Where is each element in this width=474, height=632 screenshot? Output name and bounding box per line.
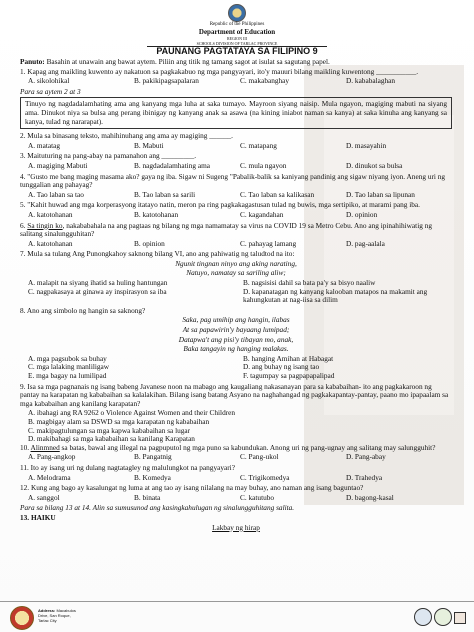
option: A. ibahagi ang RA 9262 o Violence Against Women and their Children xyxy=(28,408,236,418)
option: D. pag-aalala xyxy=(346,238,385,248)
address-line: Drive, San Roque, xyxy=(38,613,71,618)
instructions-label: Panuto: xyxy=(20,57,45,66)
option: F. tagumpay sa pagpapapalipad xyxy=(243,371,335,380)
question-4: 4. "Gusto me bang maging masama ako? gaya ng iba. Sigaw ni Sugeng "Pabalik-balik sa kaniyang pandinig ang sigaw niyang iyon. Aneng uri ng tunggalian ang pahayag? xyxy=(20,171,446,190)
option: A. Pang-angkop xyxy=(28,452,76,462)
question-7-options xyxy=(20,279,452,305)
option: B. nagdadalamhating ama xyxy=(134,160,210,170)
option: C. mula ngayon xyxy=(240,160,287,170)
option: A. katotohanan xyxy=(28,238,73,248)
option: B. pakikipagsapalaran xyxy=(134,76,199,86)
region-text: REGION III xyxy=(226,36,248,41)
question-7: 7. Mula sa tulang Ang Punongkahoy saknong bilang VI, ano ang pahiwatig ng taludtod na ito: xyxy=(20,249,295,259)
option: D. opinion xyxy=(346,209,378,219)
question-6-text-b: , nakababahala na ang pagtaas ng bilang ng mga namamatay sa virus na COVID 19 sa Metro Cebu. Ano ang ipinahihiwatig ng salitang sinalungguhitan? xyxy=(20,220,432,239)
option: C. katutubo xyxy=(240,492,275,502)
option: D. kababalaghan xyxy=(346,76,396,86)
option: B. katotohanan xyxy=(134,209,179,219)
division-text: SCHOOLS DIVISION OF TARLAC PROVINCE xyxy=(147,41,327,47)
certification-badge-icon xyxy=(414,608,432,626)
option: A. malapit na siyang ihatid sa huling hantungan xyxy=(28,278,168,288)
question-12: 12. Kung ang bago ay kasalungat ng luma at ang tao ay isang nilalang na may buhay, ano naman ang isang baguntao? xyxy=(20,483,364,493)
option: A. sanggol xyxy=(28,492,60,502)
option: D. kapanatagan ng kanyang kalooban matapos na makamit ang kahungkutan at nag-iisa sa dilim xyxy=(243,286,428,305)
option: B. hanging Amihan at Habagat xyxy=(243,353,334,363)
option: C. Tao laban sa kalikasan xyxy=(240,189,315,199)
note-items-2-3: Para sa aytem 2 at 3 xyxy=(20,86,81,96)
question-8-options xyxy=(20,355,452,381)
department-text: Department of Education xyxy=(198,28,276,36)
question-10 xyxy=(20,444,452,453)
option: D. masayahin xyxy=(346,140,387,150)
poem-line: Baka tangayin ng hanging malakas. xyxy=(183,344,289,354)
option: A. sikolohikal xyxy=(28,76,70,86)
option: C. mga lalaking manliligaw xyxy=(28,362,110,372)
poem-line: Saka, pag umihip ang hangin, ilabas xyxy=(182,315,290,325)
option: C. makipagtulungan sa mga kapwa kababaihan sa lugar xyxy=(28,425,191,435)
question-3-options xyxy=(20,162,452,171)
address-line: Tarlac City xyxy=(38,618,57,623)
address-line: Macabulos xyxy=(56,608,76,613)
address-label: Address: xyxy=(38,608,56,613)
option: D. Pang-abay xyxy=(346,452,386,462)
question-1: 1. Kapag ang maikling kuwento ay nakatuon sa pagkakabuo ng mga pangyayari, ito'y mauuri bilang maikling kuwentong ___________. xyxy=(20,66,419,76)
question-6-options xyxy=(20,240,452,249)
question-4-options xyxy=(20,191,452,200)
footer-address xyxy=(38,608,76,623)
question-5-options xyxy=(20,211,452,220)
question-6 xyxy=(20,222,452,239)
poem-line: Natuyo, namatay sa sariling aliw; xyxy=(186,268,286,278)
question-2-options xyxy=(20,142,452,151)
option: C. kagandahan xyxy=(240,209,284,219)
option: A. magiging Mabuti xyxy=(28,160,88,170)
certification-badge-icon xyxy=(454,612,466,624)
question-5: 5. "Kahit huwad ang mga korperasyong itatayo natin, meron pa ring pagkakagastusan tulad ng buwis, mga sertipiko, at marami pang iba. xyxy=(20,200,420,210)
option: E. mga bagay na lumilipad xyxy=(28,371,107,380)
option: A. katotohanan xyxy=(28,209,73,219)
option: D. makibahagi sa mga kababaihan sa kanilang Karapatan xyxy=(28,434,195,444)
letterhead xyxy=(0,4,474,47)
option: B. binata xyxy=(134,492,161,502)
footer xyxy=(0,601,474,632)
option: D. Tao laban sa lipunan xyxy=(346,189,415,199)
option: A. Tao laban sa tao xyxy=(28,189,84,199)
question-10-text-b: sa batas, bawal ang illegal na pagpuputol ng mga puno sa kabundukan. Anong uri ng pang-ugnay ang salitang may salungguhit? xyxy=(59,442,436,452)
exam-content xyxy=(20,58,452,532)
question-9: 9. Isa sa mga pagnanais ng isang babeng Javanese noon na mabago ang kaugaliang nakasanayan para sa kababaihan- ito ang pagkakaroon ng pantay na karapatan ng kababaihan sa kalalakihan. Bilang isang batang Asyano na naghahangad ng pagkakapantay-pantay, paano mo ipapaalam sa mga kababaihan ang kanilang karapatan? xyxy=(20,381,449,408)
certification-badge-icon xyxy=(434,608,452,626)
question-1-options xyxy=(20,77,452,86)
question-6-text-a: 6. xyxy=(20,220,28,230)
deped-seal-icon xyxy=(228,4,246,22)
question-8: 8. Ano ang simbolo ng hangin sa saknong? xyxy=(20,305,146,315)
option: A. mga pagsubok sa buhay xyxy=(28,353,107,363)
option: C. matapang xyxy=(240,140,277,150)
certification-badges xyxy=(414,608,464,626)
option: C. pahayag lamang xyxy=(240,238,297,248)
option: D. Trahedya xyxy=(346,472,383,482)
option: C. Pang-ukol xyxy=(240,452,279,462)
option: B. Tao laban sa sarili xyxy=(134,189,196,199)
question-11-options xyxy=(20,474,452,483)
option: B. Mabuti xyxy=(134,140,164,150)
underlined-word: Alinmned xyxy=(30,442,60,452)
division-logo-icon xyxy=(10,606,34,630)
option: B. nagsisisi dahil sa bata pa'y sa bisyo naaliw xyxy=(243,278,376,288)
question-9-options xyxy=(20,409,452,443)
republic-text: Republic of the Philippines xyxy=(209,22,265,27)
poem-line: At sa papawirin'y bayaang lumipad; xyxy=(182,325,290,335)
reading-passage: Tinuyo ng nagdadalamhating ama ang kanyang mga luha at saka tumayo. Mayroon siyang naisip. Mula ngayon, magiging mabuti na siyang ama. Dinukot niya sa bulsa ang perang ibinigay ng kanyang anak sa asawa (na kining iniabot naman sa kanya) at saka kinuha ang kanyang sa kanya, tulad ng nararapat). xyxy=(20,97,452,129)
instructions xyxy=(20,58,452,67)
question-12-options xyxy=(20,494,452,503)
question-13: 13. HAIKU xyxy=(20,512,56,522)
option: C. makabanghay xyxy=(240,76,290,86)
option: C. nagpakasaya at ginawa ay inspirasyon sa iba xyxy=(28,286,167,296)
poem-line: Ngunit tingnan ninyo ang aking narating, xyxy=(175,258,297,268)
option: B. opinion xyxy=(134,238,165,248)
poem-title: Lakbay ng hirap xyxy=(212,522,260,532)
option: D. ang buhay ng isang tao xyxy=(243,362,320,372)
instructions-text: Basahin at unawain ang bawat aytem. Piliin ang titik ng tamang sagot at isulat sa sagutang papel. xyxy=(46,57,330,66)
option: B. Komedya xyxy=(134,472,171,482)
question-10-text-a: 10. xyxy=(20,442,31,452)
option: B. Pangatnig xyxy=(134,452,172,462)
poem-line: Datapwa't ang pisi'y tibayan mo, anak, xyxy=(178,334,294,344)
option: D. bagong-kasal xyxy=(346,492,394,502)
note-items-13-14: Para sa bilang 13 at 14. Alin sa sumusunod ang kasingkahulugan ng sinalungguhitang salita. xyxy=(20,503,295,513)
option: A. Melodrama xyxy=(28,472,71,482)
question-10-options xyxy=(20,453,452,462)
question-2: 2. Mula sa binasang teksto, mahihinuhang ang ama ay magiging ______. xyxy=(20,131,233,141)
option: C. Trigikomedya xyxy=(240,472,290,482)
question-11: 11. Ito ay isang uri ng dulang nagtatagley ng malulungkot na pangyayari? xyxy=(20,462,235,472)
question-3: 3. Maituturing na pang-abay na pamanahon ang _________. xyxy=(20,151,197,161)
option: B. magbigay alam sa DSWD sa mga karapatan ng kababaihan xyxy=(28,416,210,426)
underlined-phrase: Sa tingin ko xyxy=(27,220,63,230)
option: D. dinukot sa bulsa xyxy=(346,160,403,170)
option: A. matatag xyxy=(28,140,61,150)
exam-title: PAUNANG PAGTATAYA SA FILIPINO 9 xyxy=(156,46,318,56)
